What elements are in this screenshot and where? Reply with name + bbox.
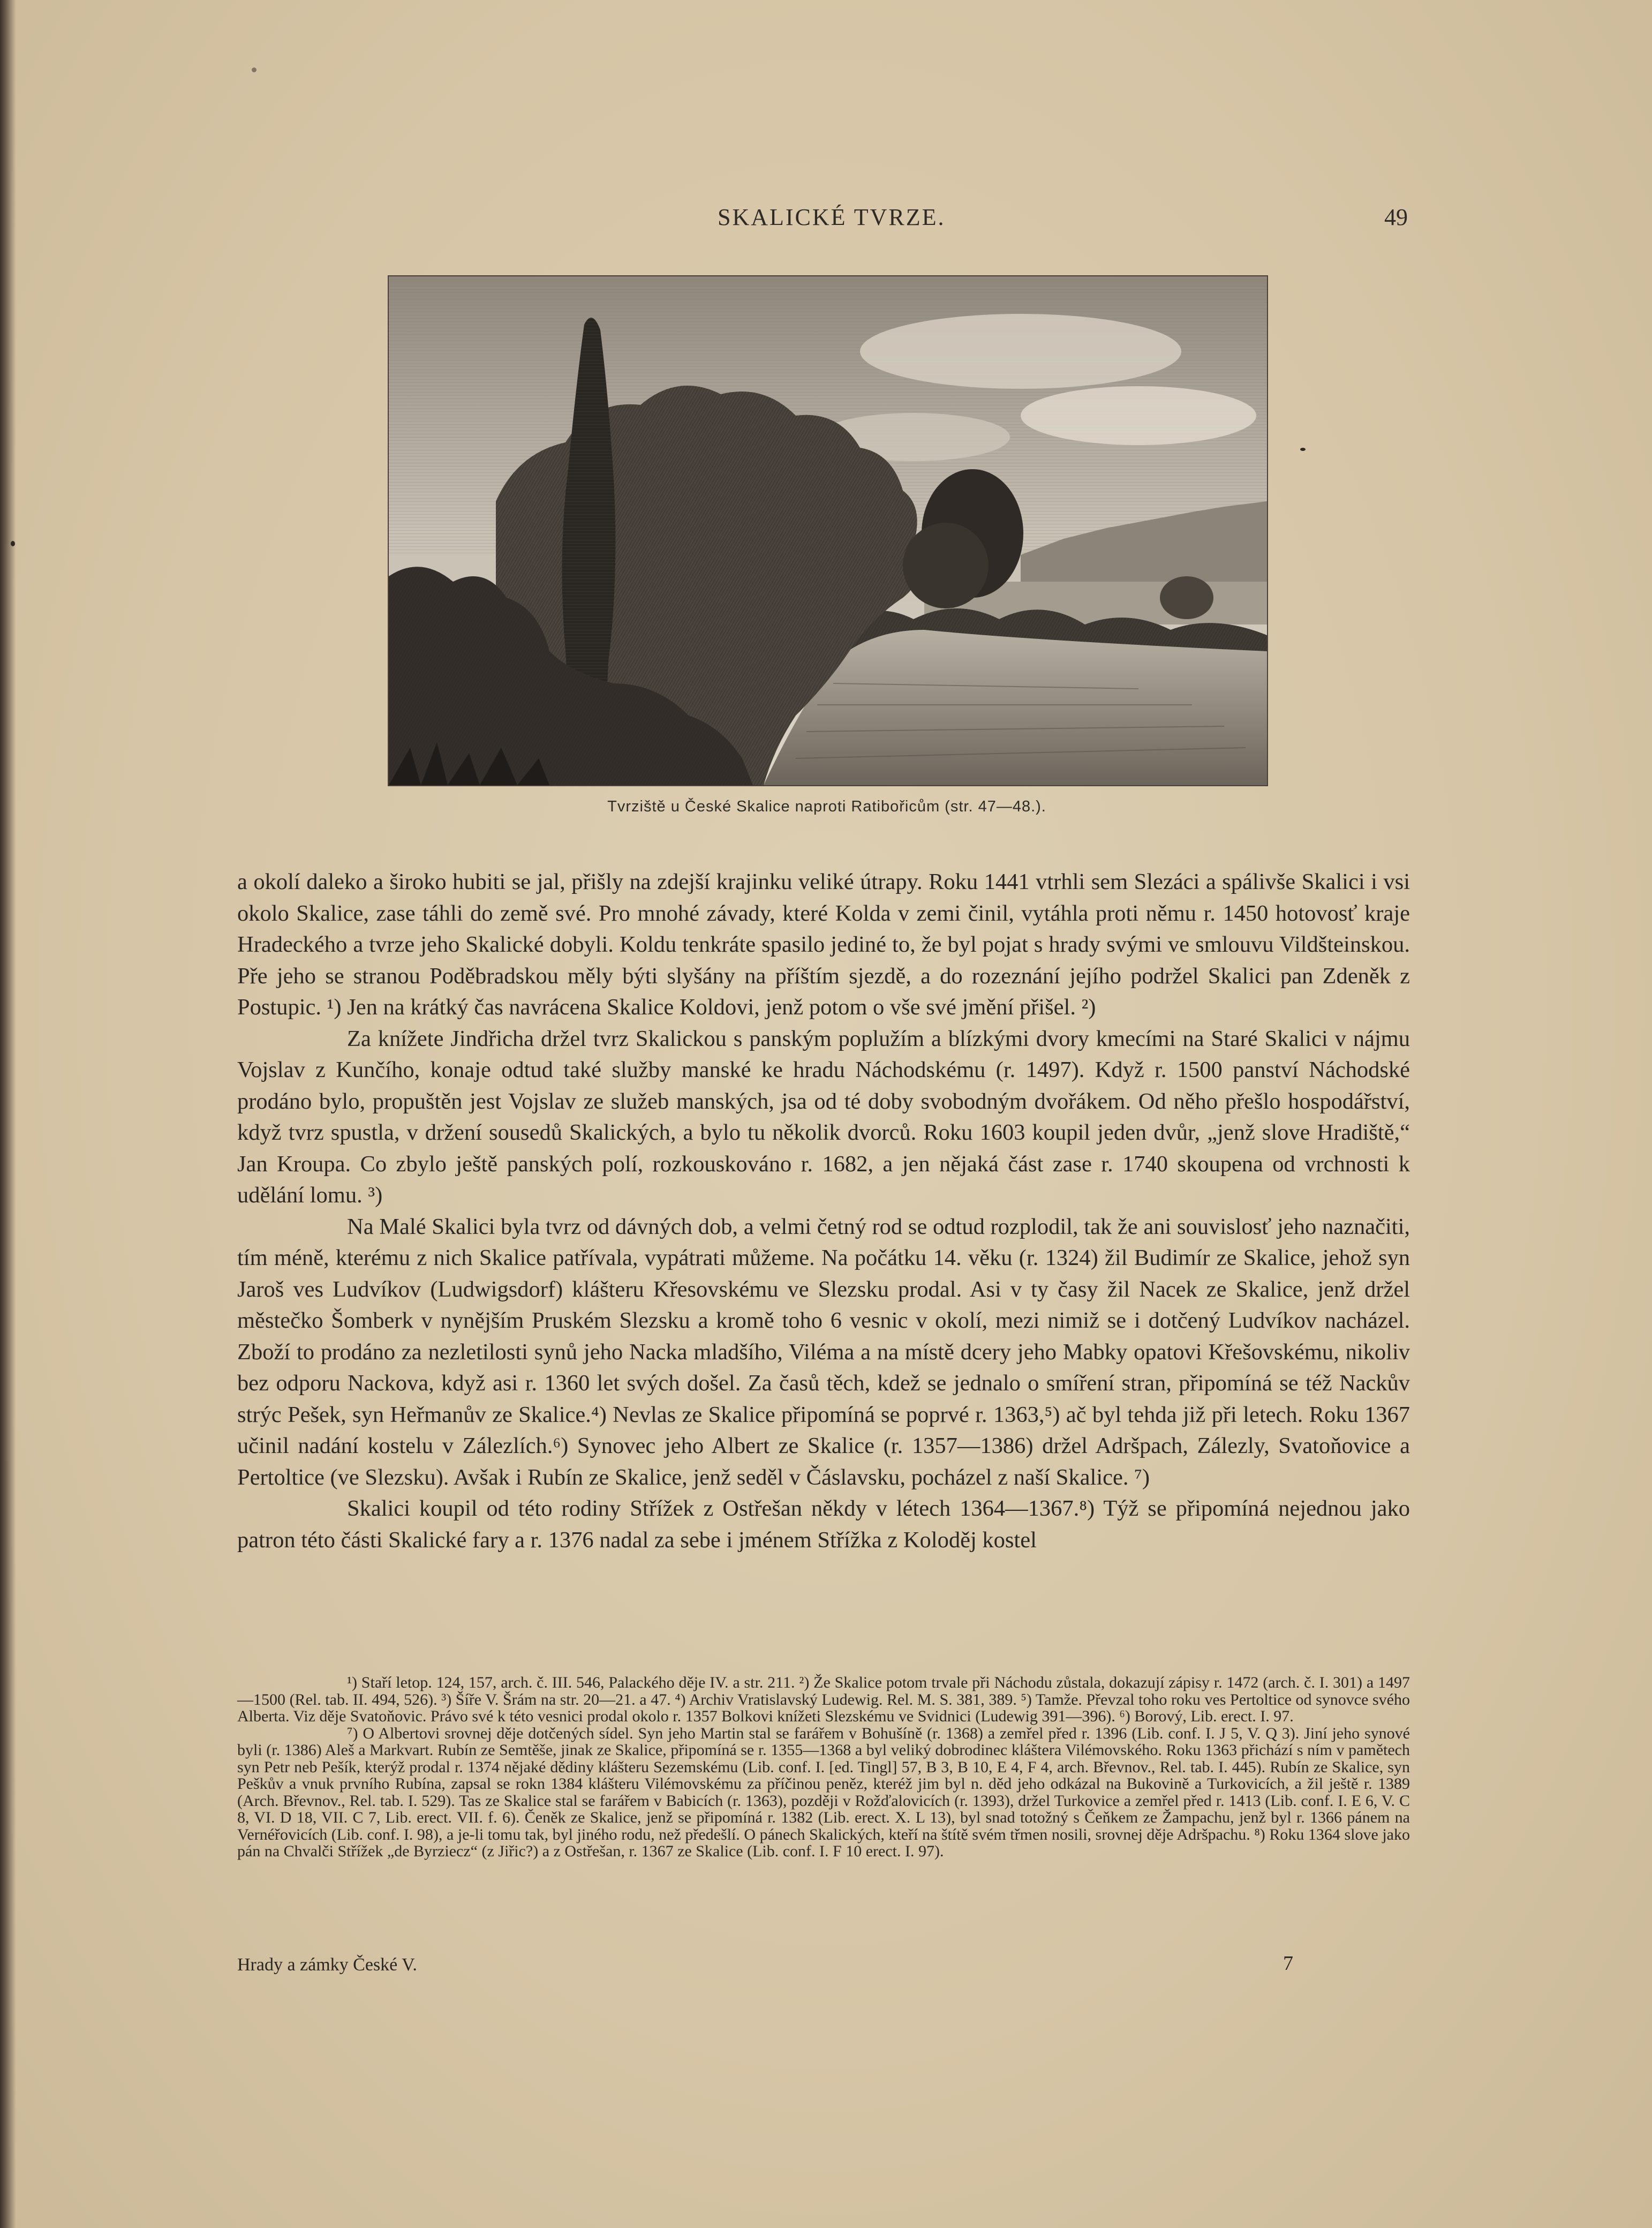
printer-signature: Hrady a zámky České V.: [237, 1955, 417, 1975]
paper-speck: [1300, 448, 1306, 451]
dark-tree: [903, 523, 989, 608]
footnote: ⁷) O Albertovi srovnej děje dotčených sídel. Syn jeho Martin stal se farářem v Bohušíně (r. 1368) a zemřel před r. 1396 (Lib. conf. I. J 5, V. Q 3). Jiní jeho synové byli (r. 1386) Aleš a Markvart. Rubín ze Semtěše, jinak ze Skalice, připomíná se r. 1355—1368 a byl veliký dobrodinec kláštera Vilémovského. Roku 1363 přichází s ním v pamětech syn Petr neb Pešík, kterýž prodal r. 1374 nějaké dědiny klášteru Sezemskému (Lib. conf. I. [ed. Tingl] 57, B 3, B 10, E 4, F 4, arch. Břevnov., Rel. tab. I. 445). Rubín ze Skalice, syn Peškův a vnuk prvního Rubína, zapsal se rokn 1384 klášteru Vilémovskému za příčinou peněz, kteréž jim byl n. děd jeho odkázal na Bukovině a Turkovicích, a žil ještě r. 1389 (Arch. Břevnov., Rel. tab. I. 529). Tas ze Skalice stal se farářem v Babicích (r. 1363), později v Rožďalovicích (r. 1393), držel Turkovice a zemřel před r. 1413 (Lib. conf. I. E 6, V. C 8, VI. D 18, VII. C 7, Lib. erect. VII. f. 6). Čeněk ze Skalice, jenž se připomíná r. 1382 (Lib. erect. X. L 13), byl snad totožný s Čeňkem ze Žampachu, jenž byl r. 1366 pánem na Vernéřovicích (Lib. conf. I. 98), a je-li tomu tak, byl jiného rodu, než předešlí. O pánech Skalických, kteří na štítě svém třmen nosili, srovnej děje Adršpachu. ⁸) Roku 1364 slove jako pán na Chvalči Střížek „de Byrziecz“ (z Jiřic?) a z Ostřešan, r. 1367 ze Skalice (Lib. conf. I. F 10 erect. I. 97).: [237, 1724, 1410, 1860]
footnotes: [237, 1674, 1410, 1860]
footnote: ¹) Staří letop. 124, 157, arch. č. III. 546, Palackého děje IV. a str. 211. ²) Že Skalice potom trvale při Náchodu zůstala, dokazují zápisy r. 1472 (arch. č. I. 301) a 1497—1500 (Rel. tab. II. 494, 526). ³) Šíře V. Šrám na str. 20—21. a 47. ⁴) Archiv Vratislavský Ludewig. Rel. M. S. 381, 389. ⁵) Tamže. Převzal toho roku ves Pertoltice od synovce svého Alberta. Viz děje Svatoňovic. Právo své k této vesnici prodal okolo r. 1357 Bolkovi knížeti Slezskému ve Svidnici (Ludewig 391—396). ⁶) Borový, Lib. erect. I. 97.: [237, 1674, 1410, 1725]
paragraph: a okolí daleko a široko hubiti se jal, přišly na zdejší krajinku veliké útrapy. Roku 1441 vtrhli sem Slezáci a spálivše Skalici i vsi okolo Skalice, zase táhli do země své. Pro mnohé závady, které Kolda v zemi činil, vytáhla proti němu r. 1450 hotovosť kraje Hradeckého a tvrze jeho Skalické dobyli. Koldu tenkráte spasilo jediné to, že byl pojat s hrady svými ve smlouvu Vildšteinskou. Pře jeho se stranou Poděbradskou měly býti slyšány na příštím sjezdě, a do rozeznání jejího podržel Skalici pan Zdeněk z Postupic. ¹) Jen na krátký čas navrácena Skalice Koldovi, jenž potom o vše své jmění přišel. ²): [237, 869, 1410, 1020]
cloud-shape: [1021, 386, 1256, 445]
paper-speck: [252, 67, 257, 72]
page-number: 49: [1384, 204, 1408, 230]
page-binding-edge: [0, 0, 16, 2228]
cloud-shape: [860, 314, 1181, 389]
landscape-engraving: [388, 275, 1268, 786]
sheet-number: 7: [1283, 1952, 1293, 1975]
small-tree: [1160, 576, 1213, 619]
running-head: SKALICKÉ TVRZE.: [718, 204, 946, 230]
paragraph: Za knížete Jindřicha držel tvrz Skalickou s panským poplužím a blízkými dvory kmecími na Staré Skalici v nájmu Vojslav z Kunčího, konaje odtud také služby manské ke hradu Náchodskému (r. 1497). Když r. 1500 panství Náchodské prodáno bylo, propuštěn jest Vojslav ze služeb manských, jsa od té doby svobodným dvořákem. Od něho přešlo hospodářství, když tvrz spustla, v držení sousedů Skalických, a bylo tu několik dvorců. Roku 1603 koupil jeden dvůr, „jenž slove Hradiště,“ Jan Kroupa. Co zbylo ještě panských polí, rozkouskováno r. 1682, a jen nějaká část zase r. 1740 skoupena od vrchnosti k udělání lomu. ³): [237, 1026, 1410, 1208]
paper-speck: [11, 541, 15, 546]
paragraph: Skalici koupil od této rodiny Střížek z Ostřešan někdy v létech 1364—1367.⁸) Týž se připomíná nejednou jako patron této části Skalické fary a r. 1376 nadal za sebe i jménem Střížka z Koloděj kostel: [237, 1496, 1410, 1553]
body-text: [237, 867, 1410, 1556]
paragraph: Na Malé Skalici byla tvrz od dávných dob, a velmi četný rod se odtud rozplodil, tak že ani souvislosť jeho naznačiti, tím méně, kterému z nich Skalice patřívala, vypátrati můžeme. Na počátku 14. věku (r. 1324) žil Budimír ze Skalice, jehož syn Jaroš ves Ludvíkov (Ludwigsdorf) klášteru Křesovskému ve Slezsku prodal. Asi v ty časy žil Nacek ze Skalice, jenž držel městečko Šomberk v nynějším Pruském Slezsku a kromě toho 6 vesnic v okolí, mezi nimiž se i dotčený Ludvíkov nacházel. Zboží to prodáno za nezletilosti synů jeho Nacka mladšího, Viléma a na místě dcery jeho Mabky opatovi Křešovskému, nikoliv bez odporu Nackova, když asi r. 1360 let svých došel. Za časů těch, kdež se jednalo o smíření stran, připomíná se též Nackův strýc Pešek, syn Heřmanův ze Skalice.⁴) Nevlas ze Skalice připomíná se poprvé r. 1363,⁵) ač byl tehda již při letech. Roku 1367 učinil nadání kostelu v Zálezlích.⁶) Synovec jeho Albert ze Skalice (r. 1357—1386) držel Adršpach, Zálezly, Svatoňovice a Pertoltice (ve Slezsku). Avšak i Rubín ze Skalice, jenž seděl v Čáslavsku, pocházel z naší Skalice. ⁷): [237, 1214, 1410, 1490]
figure-caption: Tvrziště u České Skalice naproti Ratibořicům (str. 47—48.).: [607, 798, 1046, 815]
engraving-image: [389, 276, 1267, 785]
